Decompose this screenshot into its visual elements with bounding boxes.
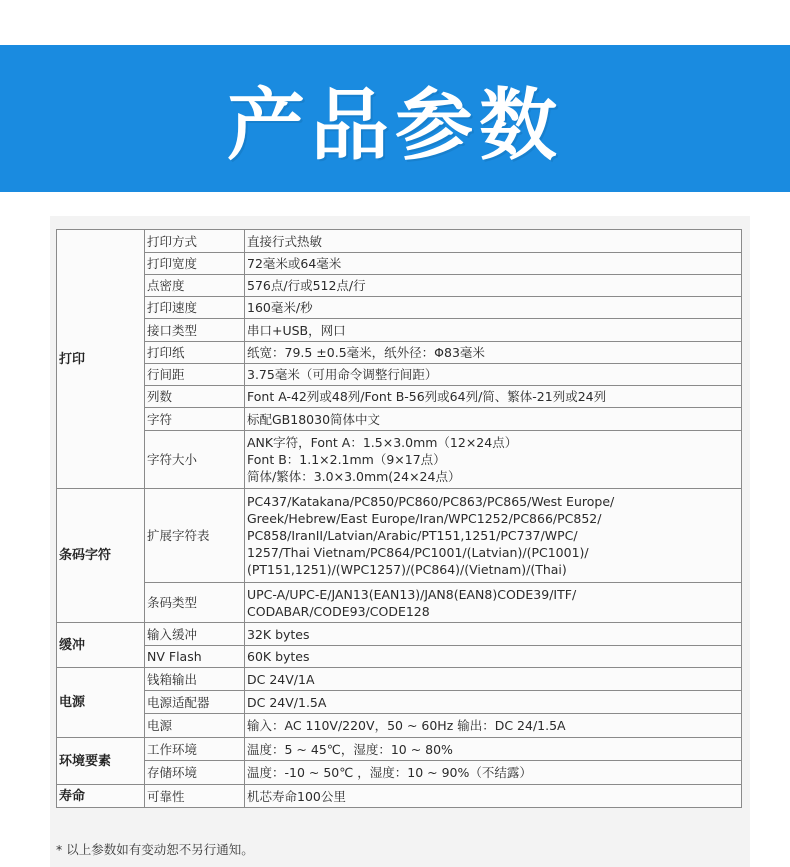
row-label: 存储环境 [145,761,245,785]
row-label: 打印速度 [145,297,245,319]
table-row [57,785,742,808]
row-value: 32K bytes [245,623,742,646]
row-value: 串口+USB，网口 [245,319,742,342]
category-life: 寿命 [57,785,145,808]
row-value: 160毫米/秒 [245,297,742,319]
value-line: Font B：1.1×2.1mm（9×17点） [247,452,446,467]
table-row [57,364,742,386]
value-line: Greek/Hebrew/East Europe/Iran/WPC1252/PC866/PC852/ [247,511,602,526]
table-row [57,230,742,253]
row-label: 输入缓冲 [145,623,245,646]
row-value: 温度：-10 ~ 50℃ ，湿度：10 ~ 90%（不结露） [245,761,742,785]
footnote: * 以上参数如有变动恕不另行通知。 [56,842,254,857]
row-label: 打印方式 [145,230,245,253]
category-environment: 环境要素 [57,738,145,785]
row-label: 扩展字符表 [145,489,245,583]
row-value: Font A-42列或48列/Font B-56列或64列/简、繁体-21列或24列 [245,386,742,408]
row-value [245,489,742,583]
row-value: 576点/行或512点/行 [245,275,742,297]
row-value: 温度：5 ~ 45℃，湿度：10 ~ 80% [245,738,742,761]
row-value: 纸宽：79.5 ±0.5毫米，纸外径：Φ83毫米 [245,342,742,364]
table-row [57,714,742,738]
page-title: 产品参数 [226,80,563,171]
category-power: 电源 [57,668,145,738]
row-value: 3.75毫米（可用命令调整行间距） [245,364,742,386]
table-row [57,253,742,275]
table-row [57,489,742,583]
row-label: 接口类型 [145,319,245,342]
row-label: 工作环境 [145,738,245,761]
table-row [57,319,742,342]
value-line: PC437/Katakana/PC850/PC860/PC863/PC865/West Europe/ [247,494,615,509]
value-line: ANK字符，Font A：1.5×3.0mm（12×24点） [247,435,518,450]
value-line: 1257/Thai Vietnam/PC864/PC1001/(Latvian)/(PC1001)/ [247,545,589,560]
row-label: 电源 [145,714,245,738]
row-label: 钱箱输出 [145,668,245,691]
row-label: 列数 [145,386,245,408]
title-banner [0,45,790,192]
table-row [57,275,742,297]
value-line: (PT151,1251)/(WPC1257)/(PC864)/(Vietnam)/(Thai) [247,562,567,577]
row-value: DC 24V/1A [245,668,742,691]
row-label: 字符大小 [145,431,245,489]
row-label: 条码类型 [145,583,245,623]
row-label: 可靠性 [145,785,245,808]
table-row [57,668,742,691]
row-value [245,583,742,623]
row-label: 打印纸 [145,342,245,364]
value-line: UPC-A/UPC-E/JAN13(EAN13)/JAN8(EAN8)CODE39/ITF/ [247,586,577,602]
table-row [57,761,742,785]
row-label: NV Flash [145,646,245,668]
row-value: DC 24V/1.5A [245,691,742,714]
table-row [57,691,742,714]
row-label: 字符 [145,408,245,431]
table-row [57,297,742,319]
row-label: 行间距 [145,364,245,386]
table-row [57,386,742,408]
row-value: 标配GB18030简体中文 [245,408,742,431]
table-row [57,646,742,668]
value-line: CODABAR/CODE93/CODE128 [247,603,430,619]
row-label: 电源适配器 [145,691,245,714]
row-value: 输入：AC 110V/220V，50 ~ 60Hz 输出：DC 24/1.5A [245,714,742,738]
table-row [57,583,742,623]
table-row [57,408,742,431]
row-value [245,431,742,489]
table-row [57,738,742,761]
value-line: 简体/繁体：3.0×3.0mm(24×24点） [247,469,461,484]
row-value: 60K bytes [245,646,742,668]
table-row [57,431,742,489]
value-line: PC858/IranII/Latvian/Arabic/PT151,1251/PC737/WPC/ [247,528,578,543]
row-value: 72毫米或64毫米 [245,253,742,275]
row-label: 点密度 [145,275,245,297]
table-row [57,623,742,646]
row-value: 直接行式热敏 [245,230,742,253]
category-barcode: 条码字符 [57,489,145,623]
row-value: 机芯寿命100公里 [245,785,742,808]
spec-table [56,229,742,808]
category-print: 打印 [57,230,145,489]
category-buffer: 缓冲 [57,623,145,668]
row-label: 打印宽度 [145,253,245,275]
table-row [57,342,742,364]
